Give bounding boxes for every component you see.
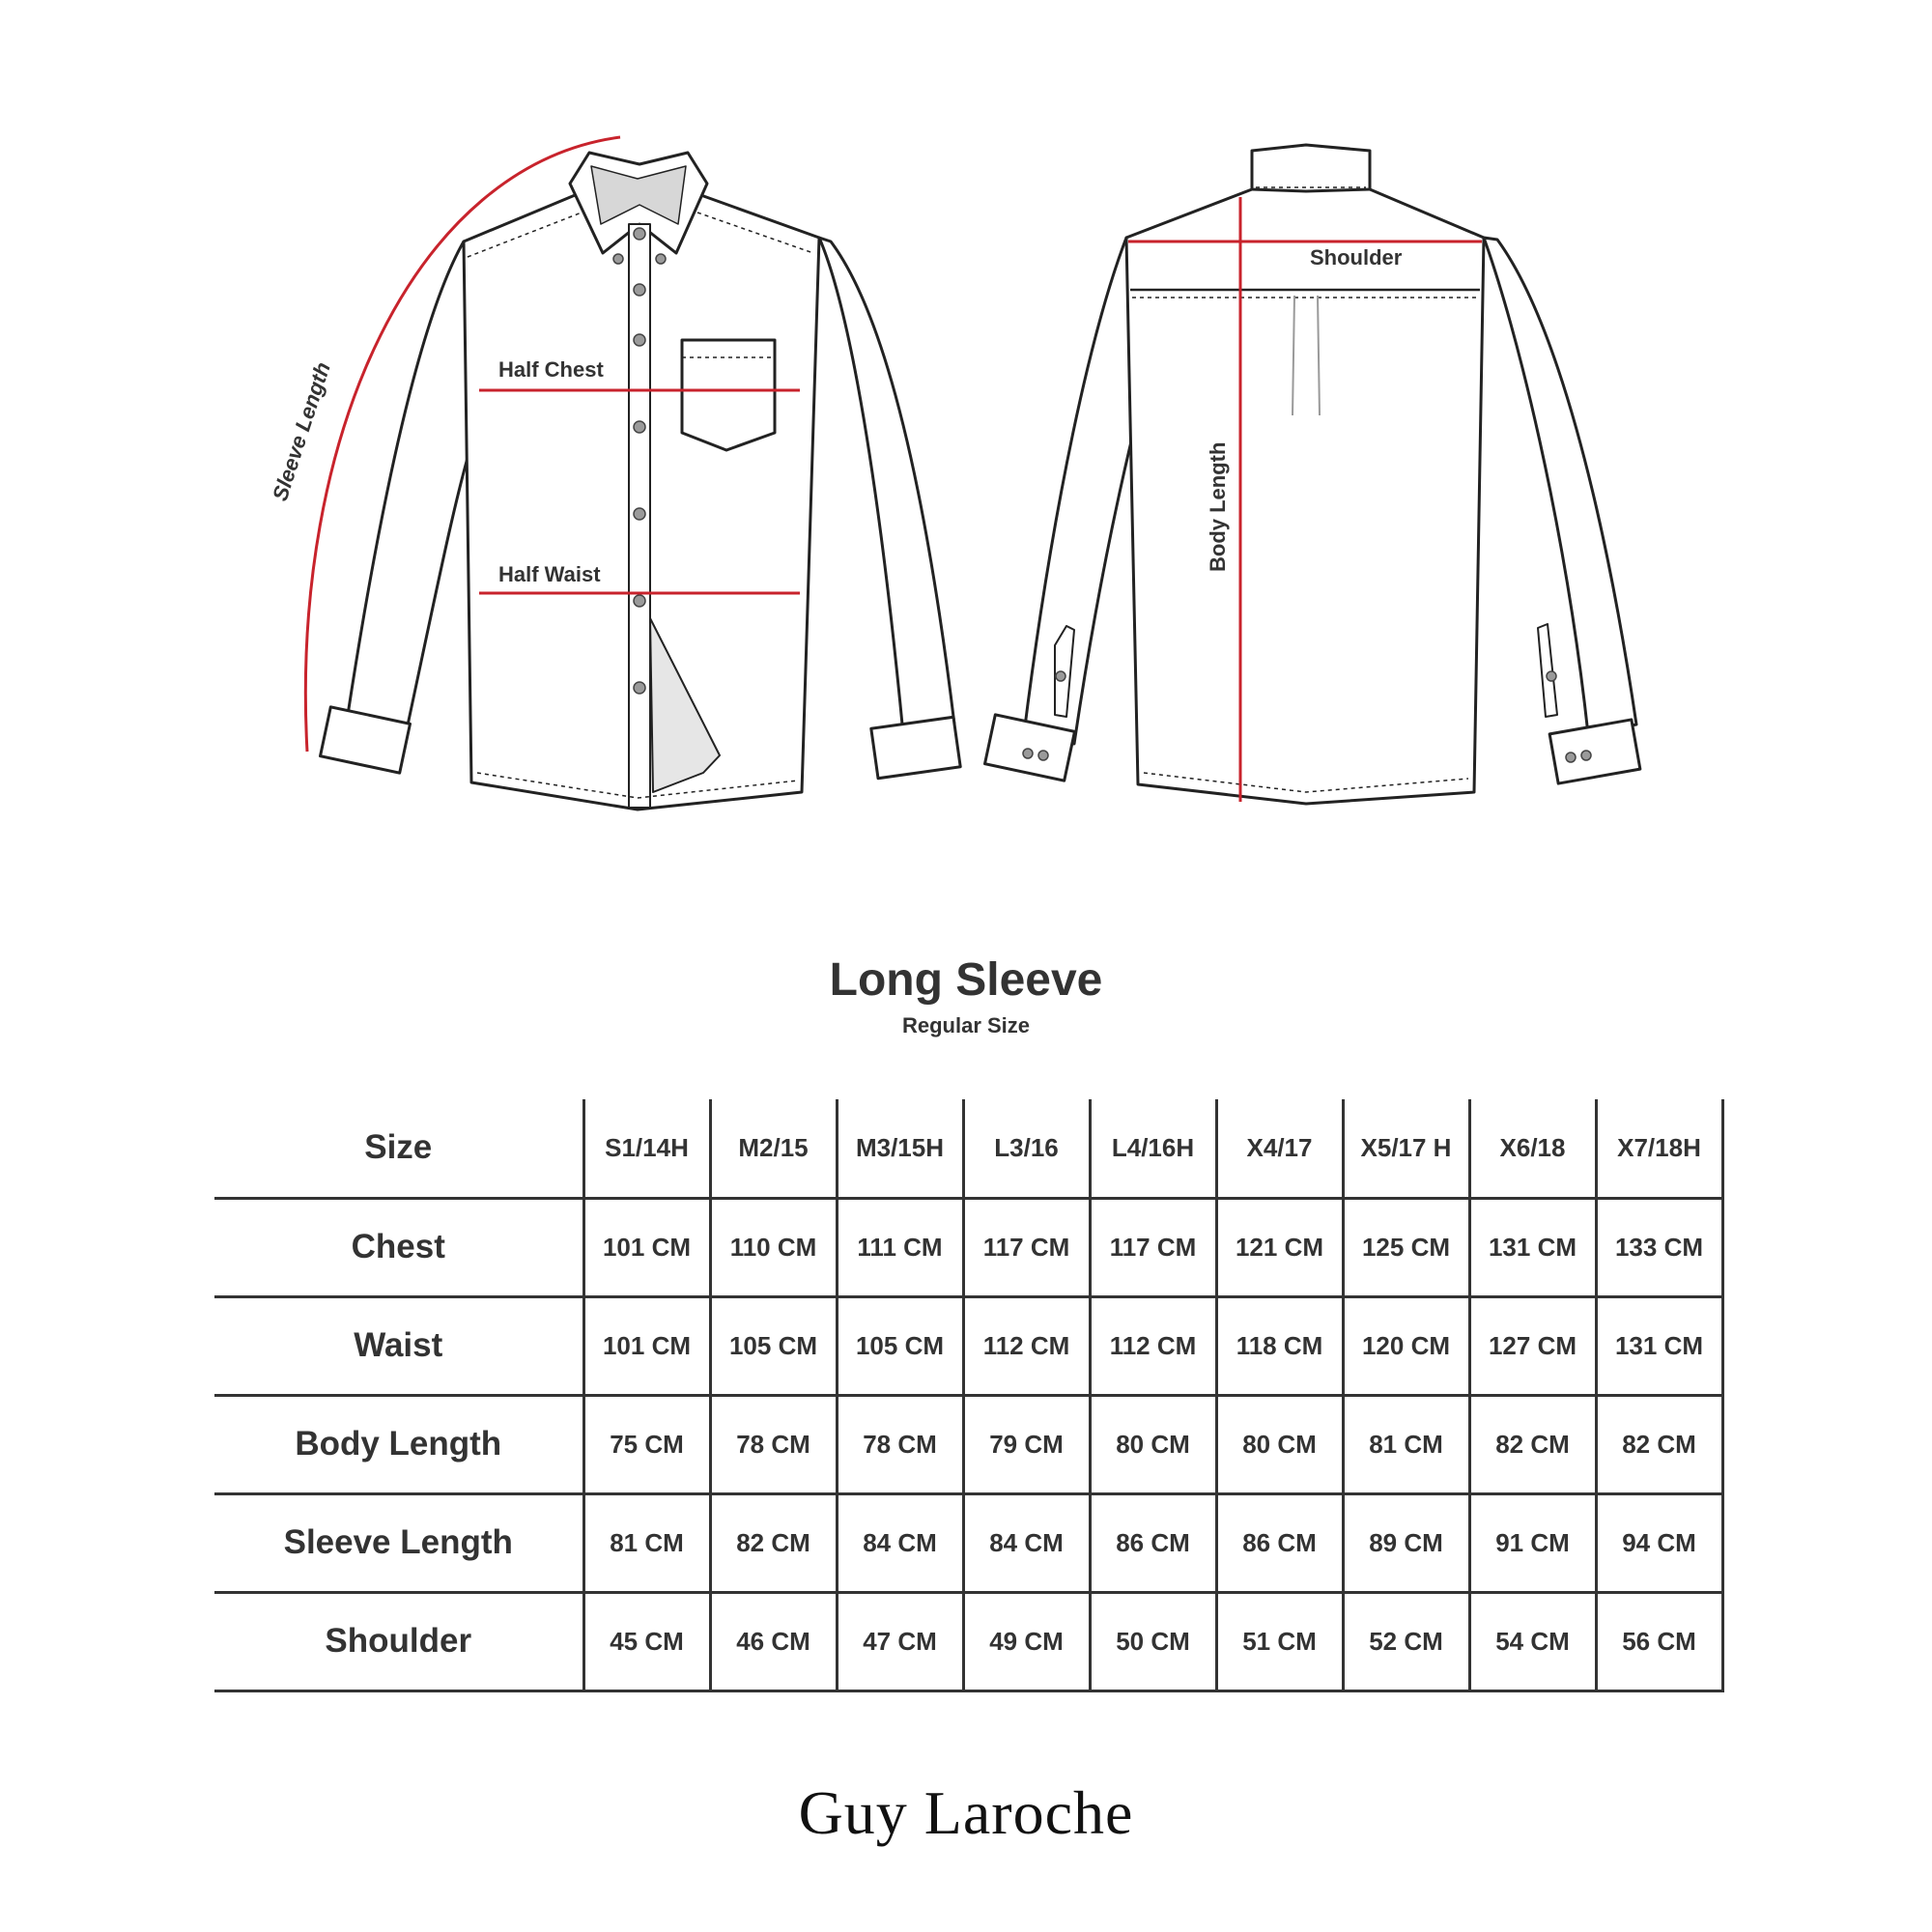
table-cell: 46 CM [710, 1592, 837, 1690]
table-cell: 120 CM [1343, 1296, 1469, 1395]
table-row-sleeve-length [214, 1493, 1722, 1592]
table-cell: 82 CM [710, 1493, 837, 1592]
table-cell: 56 CM [1596, 1592, 1722, 1690]
table-cell: 110 CM [710, 1198, 837, 1296]
table-cell: 81 CM [583, 1493, 710, 1592]
table-cell: 131 CM [1596, 1296, 1722, 1395]
brand-logo: Guy Laroche [798, 1778, 1134, 1847]
size-header-cell: X5/17 H [1343, 1099, 1469, 1198]
table-cell: 80 CM [1090, 1395, 1216, 1493]
shirt-front-view [321, 153, 961, 810]
row-label: Shoulder [214, 1592, 583, 1690]
table-cell: 117 CM [963, 1198, 1090, 1296]
size-row-label: Size [214, 1099, 583, 1198]
table-cell: 111 CM [837, 1198, 963, 1296]
table-cell: 81 CM [1343, 1395, 1469, 1493]
table-cell: 84 CM [963, 1493, 1090, 1592]
table-cell: 75 CM [583, 1395, 710, 1493]
table-cell: 91 CM [1469, 1493, 1596, 1592]
size-header-cell: X7/18H [1596, 1099, 1722, 1198]
row-label: Body Length [214, 1395, 583, 1493]
size-header-cell: M2/15 [710, 1099, 837, 1198]
table-cell: 78 CM [837, 1395, 963, 1493]
table-cell: 133 CM [1596, 1198, 1722, 1296]
table-cell: 86 CM [1216, 1493, 1343, 1592]
page-subtitle: Regular Size [901, 1013, 1031, 1037]
table-cell: 101 CM [583, 1296, 710, 1395]
body-length-label: Body Length [1206, 441, 1230, 572]
row-label: Sleeve Length [214, 1493, 583, 1592]
half-chest-label: Half Chest [498, 357, 604, 382]
size-table [214, 1099, 1724, 1692]
row-label: Chest [214, 1198, 583, 1296]
shoulder-label: Shoulder [1310, 245, 1403, 270]
table-cell: 101 CM [583, 1198, 710, 1296]
table-cell: 118 CM [1216, 1296, 1343, 1395]
table-cell: 86 CM [1090, 1493, 1216, 1592]
size-header-cell: X6/18 [1469, 1099, 1596, 1198]
table-cell: 51 CM [1216, 1592, 1343, 1690]
table-cell: 54 CM [1469, 1592, 1596, 1690]
table-cell: 49 CM [963, 1592, 1090, 1690]
table-cell: 84 CM [837, 1493, 963, 1592]
table-cell: 117 CM [1090, 1198, 1216, 1296]
table-cell: 79 CM [963, 1395, 1090, 1493]
table-cell: 112 CM [963, 1296, 1090, 1395]
table-cell: 52 CM [1343, 1592, 1469, 1690]
size-header-cell: L3/16 [963, 1099, 1090, 1198]
table-cell: 131 CM [1469, 1198, 1596, 1296]
table-cell: 121 CM [1216, 1198, 1343, 1296]
page-title: Long Sleeve [829, 954, 1103, 1006]
size-header-cell: L4/16H [1090, 1099, 1216, 1198]
table-row-waist [214, 1296, 1722, 1395]
table-cell: 78 CM [710, 1395, 837, 1493]
table-cell: 47 CM [837, 1592, 963, 1690]
table-row-body-length [214, 1395, 1722, 1493]
table-row-shoulder [214, 1592, 1722, 1690]
table-cell: 125 CM [1343, 1198, 1469, 1296]
table-cell: 82 CM [1596, 1395, 1722, 1493]
table-cell: 82 CM [1469, 1395, 1596, 1493]
table-row-sizes [214, 1099, 1722, 1198]
row-label: Waist [214, 1296, 583, 1395]
table-cell: 94 CM [1596, 1493, 1722, 1592]
half-waist-label: Half Waist [498, 562, 601, 586]
size-header-cell: S1/14H [583, 1099, 710, 1198]
title-block [0, 952, 1932, 1040]
size-header-cell: M3/15H [837, 1099, 963, 1198]
table-cell: 105 CM [710, 1296, 837, 1395]
table-cell: 45 CM [583, 1592, 710, 1690]
table-cell: 80 CM [1216, 1395, 1343, 1493]
table-cell: 50 CM [1090, 1592, 1216, 1690]
table-cell: 105 CM [837, 1296, 963, 1395]
shirt-back-view [985, 145, 1640, 804]
size-header-cell: X4/17 [1216, 1099, 1343, 1198]
shirt-measurement-diagram [0, 0, 1932, 869]
sleeve-length-label: Sleeve Length [267, 358, 335, 504]
table-cell: 112 CM [1090, 1296, 1216, 1395]
table-row-chest [214, 1198, 1722, 1296]
table-cell: 127 CM [1469, 1296, 1596, 1395]
table-cell: 89 CM [1343, 1493, 1469, 1592]
